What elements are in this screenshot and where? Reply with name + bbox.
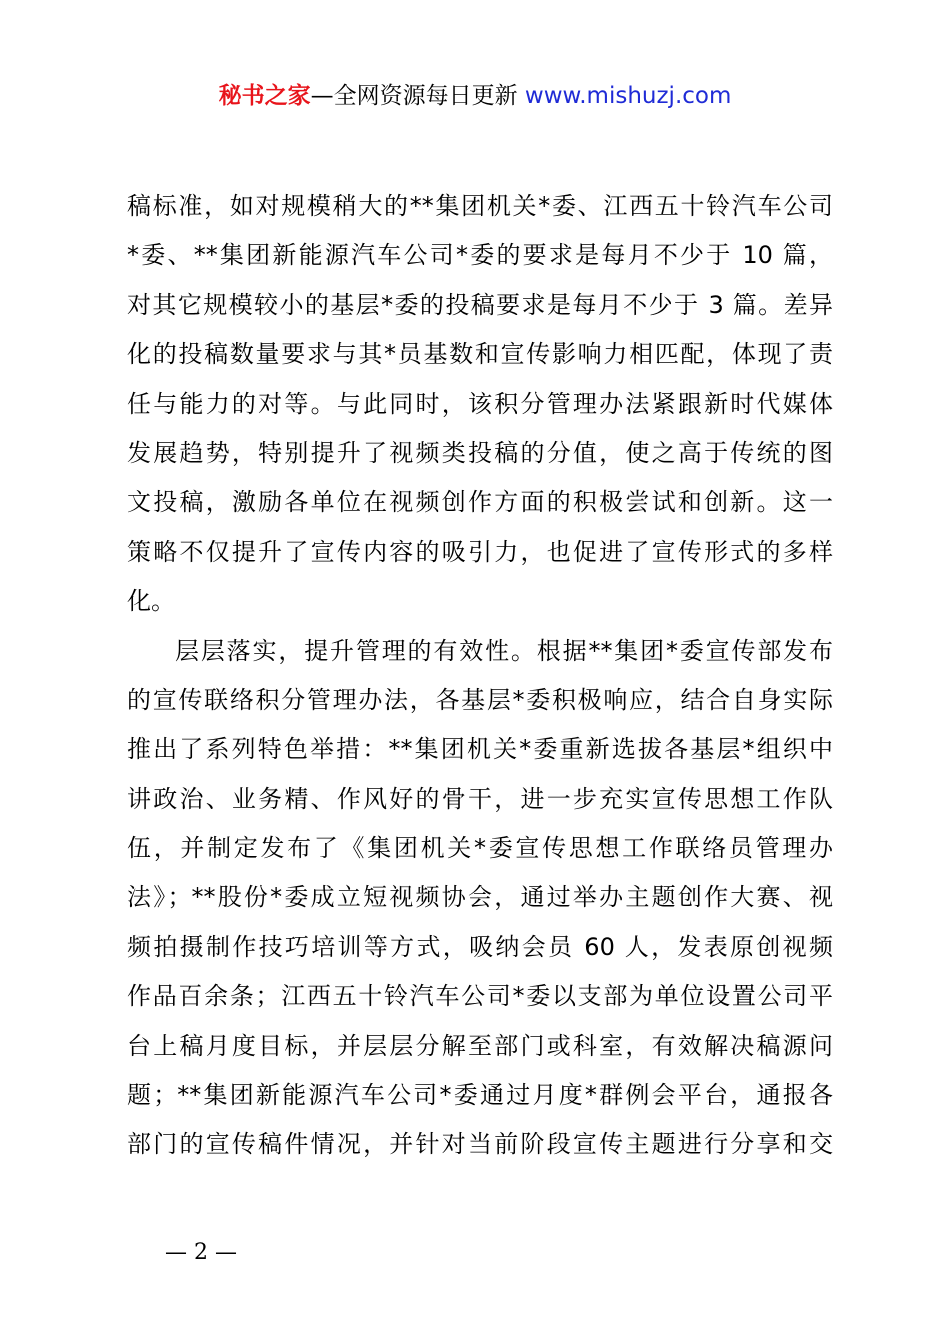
paragraph-start-line: 层层落实，提升管理的有效性。根据**集团*委宣传部发布	[175, 636, 833, 665]
body-line: *委、**集团新能源汽车公司*委的要求是每月不少于 10 篇，	[127, 241, 833, 270]
body-line: 化。	[127, 587, 175, 616]
body-line: 发展趋势，特别提升了视频类投稿的分值，使之高于传统的图	[127, 438, 833, 467]
body-line: 推出了系列特色举措：**集团机关*委重新选拔各基层*组织中	[127, 735, 833, 764]
document-body	[127, 182, 833, 1170]
body-line: 对其它规模较小的基层*委的投稿要求是每月不少于 3 篇。差异	[127, 290, 833, 319]
body-line: 任与能力的对等。与此同时，该积分管理办法紧跟新时代媒体	[127, 389, 833, 418]
body-line: 策略不仅提升了宣传内容的吸引力，也促进了宣传形式的多样	[127, 537, 833, 566]
body-line: 稿标准，如对规模稍大的**集团机关*委、江西五十铃汽车公司	[127, 192, 833, 220]
body-line: 法》；**股份*委成立短视频协会，通过举办主题创作大赛、视	[127, 883, 833, 912]
body-line: 文投稿，激励各单位在视频创作方面的积极尝试和创新。这一	[127, 488, 833, 517]
body-line: 化的投稿数量要求与其*员基数和宣传影响力相匹配，体现了责	[127, 340, 833, 369]
body-line: 题；**集团新能源汽车公司*委通过月度*群例会平台，通报各	[127, 1081, 833, 1110]
body-line: 部门的宣传稿件情况，并针对当前阶段宣传主题进行分享和交	[127, 1130, 833, 1159]
body-line: 的宣传联络积分管理办法，各基层*委积极响应，结合自身实际	[127, 685, 833, 714]
body-line: 频拍摄制作技巧培训等方式，吸纳会员 60 人，发表原创视频	[127, 932, 833, 961]
site-banner	[0, 78, 950, 114]
site-url: www.mishuzj.com	[524, 83, 732, 109]
banner-tagline: —全网资源每日更新	[310, 83, 525, 109]
brand-name: 秘书之家	[218, 83, 311, 109]
body-line: 台上稿月度目标，并层层分解至部门或科室，有效解决稿源问	[127, 1031, 833, 1060]
body-line: 讲政治、业务精、作风好的骨干，进一步充实宣传思想工作队	[127, 784, 833, 813]
body-line: 伍，并制定发布了《集团机关*委宣传思想工作联络员管理办	[127, 834, 833, 863]
page-number: — 2 —	[165, 1240, 237, 1265]
body-line: 作品百余条；江西五十铃汽车公司*委以支部为单位设置公司平	[127, 982, 833, 1011]
